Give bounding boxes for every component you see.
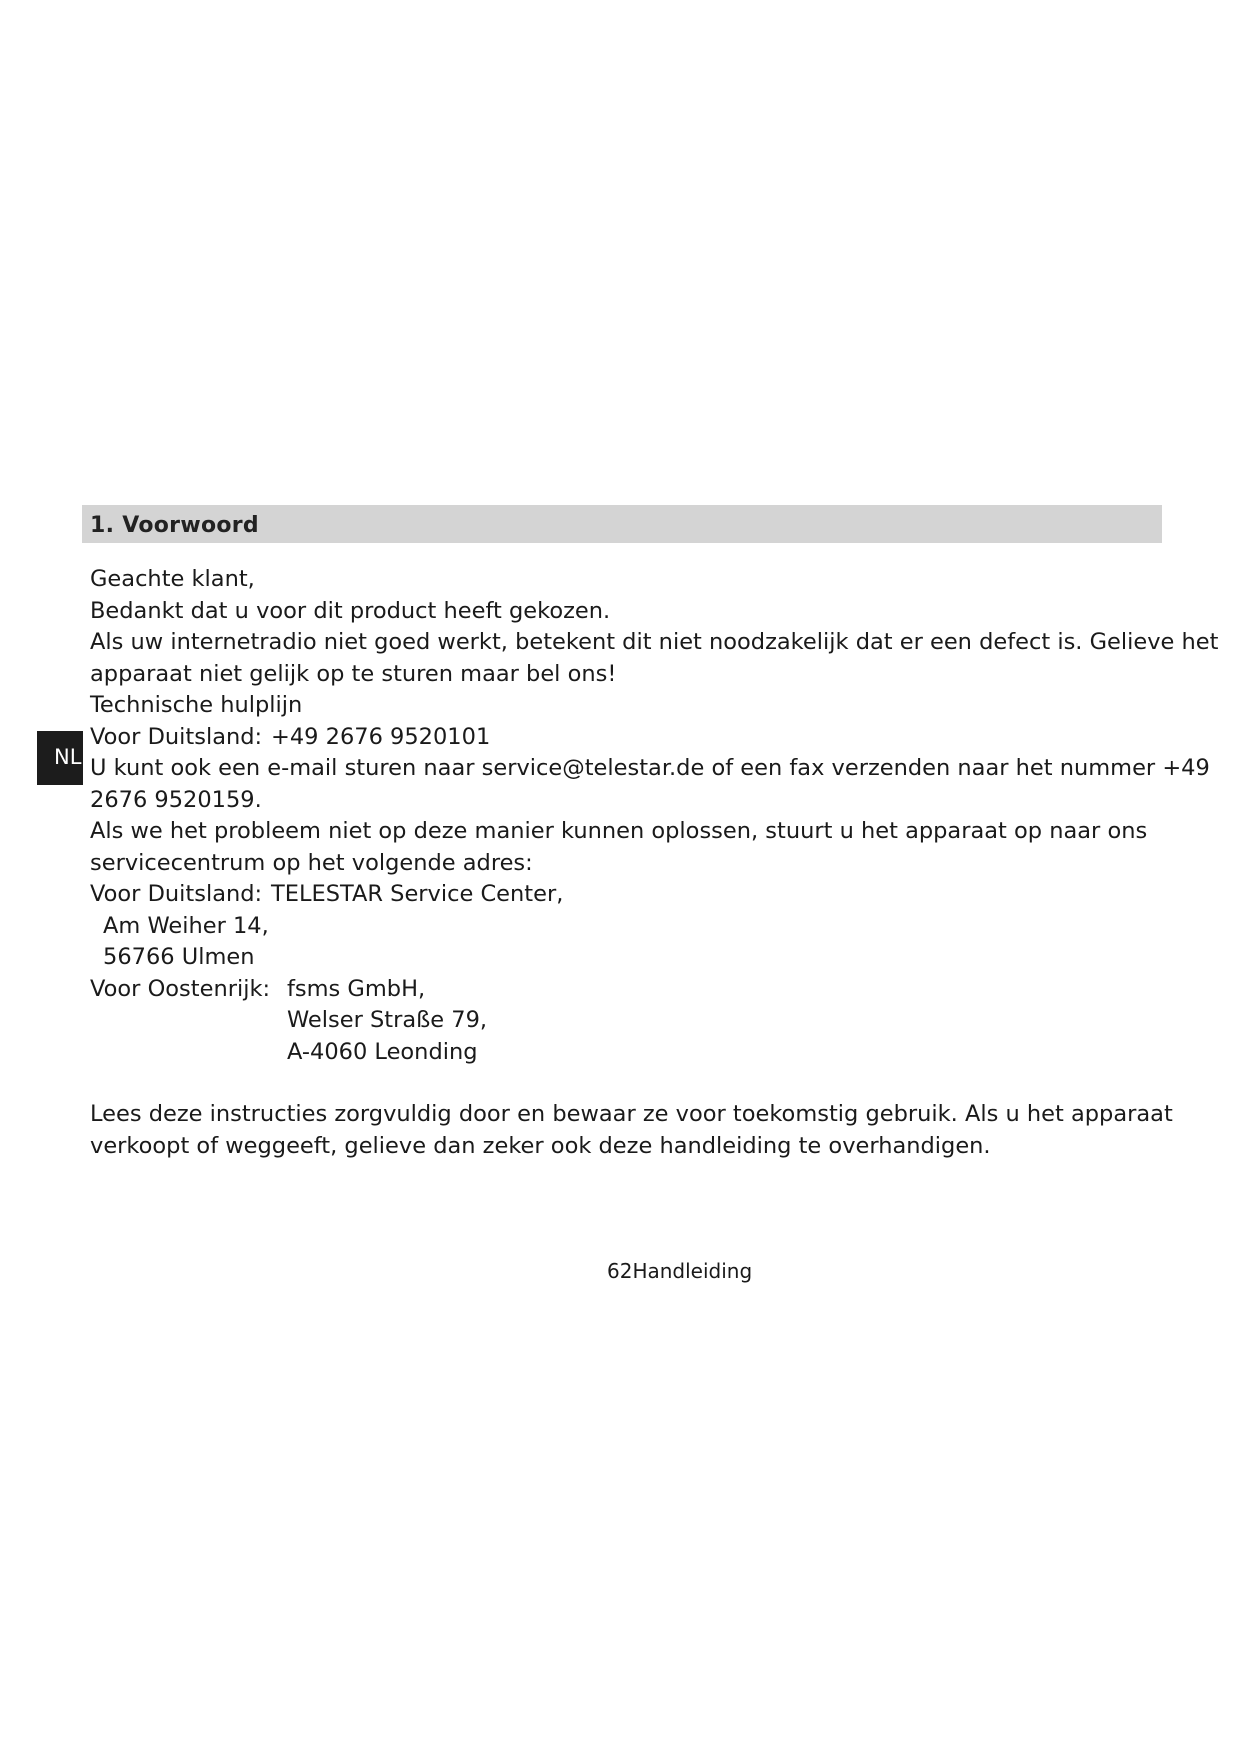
email-line-2: 2676 9520159. (90, 786, 262, 813)
malfunction-line-1: Als uw internetradio niet goed werkt, betekent dit niet noodzakelijk dat er een defect is. Gelieve het (90, 629, 1219, 655)
austria-address-header (90, 974, 1170, 1006)
helpline-germany (90, 722, 1170, 754)
language-tab (37, 731, 83, 785)
austria-address-city: A-4060 Leonding (287, 1038, 478, 1065)
foreword-body (90, 564, 1219, 1162)
send-line-1: Als we het probleem niet op deze manier kunnen oplossen, stuurt u het apparaat op naar ons (90, 818, 1148, 844)
instructions-line-1: Lees deze instructies zorgvuldig door en bewaar ze voor toekomstig gebruik. Als u het apparaat (90, 1101, 1173, 1127)
section-header-bar (82, 505, 1162, 543)
austria-address-label: Voor Oostenrijk: (90, 975, 271, 1002)
email-line-1: U kunt ook een e-mail sturen naar service@telestar.de of een fax verzenden naar het nummer +49 (90, 755, 1210, 781)
helpline-germany-label: Voor Duitsland: (90, 723, 263, 750)
germany-address-city: 56766 Ulmen (103, 944, 255, 970)
malfunction-line-2: apparaat niet gelijk op te sturen maar bel ons! (90, 660, 617, 687)
paragraph-gap (90, 1068, 1170, 1099)
instructions-line-2: verkoopt of weggeeft, gelieve dan zeker ook deze handleiding te overhandigen. (90, 1132, 991, 1159)
austria-address-street: Welser Straße 79, (287, 1007, 488, 1033)
austria-address-company: fsms GmbH, (287, 975, 426, 1002)
section-title: 1. Voorwoord (90, 513, 259, 538)
send-line-2: servicecentrum op het volgende adres: (90, 849, 533, 876)
greeting: Geachte klant, (90, 566, 255, 592)
thanks-line: Bedankt dat u voor dit product heeft gekozen. (90, 597, 611, 624)
germany-address-header (90, 879, 1170, 911)
helpline-title: Technische hulplijn (90, 692, 303, 718)
germany-address-street: Am Weiher 14, (103, 912, 269, 939)
germany-address-company: TELESTAR Service Center, (271, 881, 564, 907)
page-footer: 62Handleiding (607, 1259, 753, 1283)
language-tab-label: NL (54, 745, 82, 769)
helpline-germany-number: +49 2676 9520101 (271, 723, 491, 750)
germany-address-label: Voor Duitsland: (90, 881, 263, 907)
